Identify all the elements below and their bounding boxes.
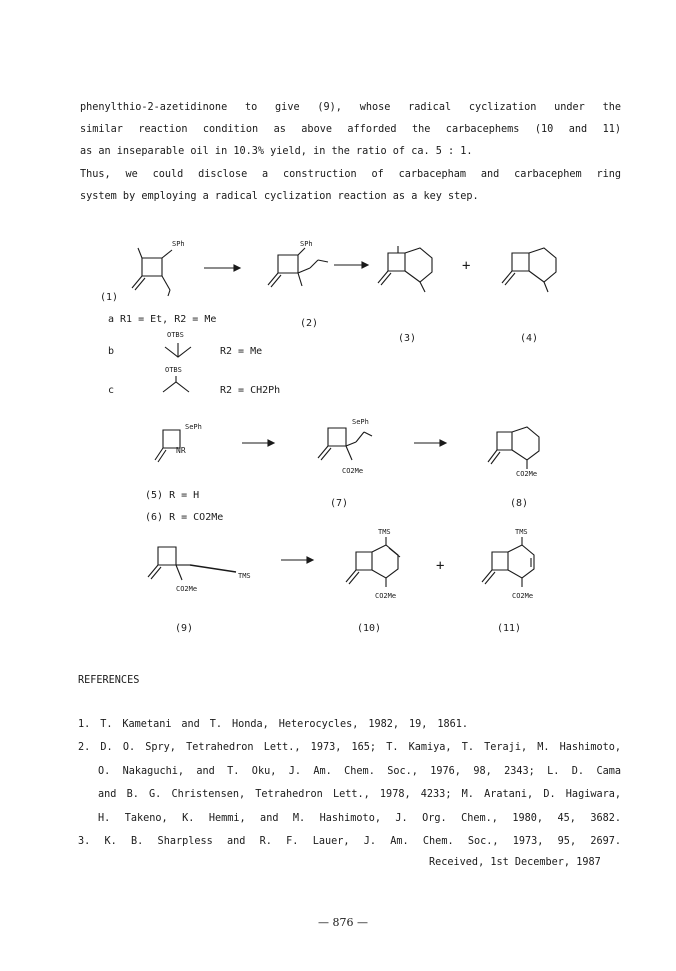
reference-2: 2. D. O. Spry, Tetrahedron Lett., 1973, 165; T. Kamiya, T. Teraji, M. Hashimoto, bbox=[78, 742, 621, 753]
tms-11: TMS bbox=[515, 528, 528, 536]
reference-2-cont-2: and B. G. Christensen, Tetrahedron Lett., 1978, 4233; M. Aratani, D. Hagiwara, bbox=[98, 789, 621, 800]
otbs-b: OTBS bbox=[167, 331, 184, 339]
co2me-9: CO2Me bbox=[176, 585, 198, 593]
line-compound-5: (5) R = H bbox=[145, 490, 200, 501]
structure-1 bbox=[132, 248, 172, 296]
paragraph-line-4: Thus, we could disclose a construction of carbacepham and carbacephem ring bbox=[80, 169, 621, 180]
paragraph-line-1: phenylthio-2-azetidinone to give (9), whose radical cyclization under the bbox=[80, 102, 621, 113]
seph-7: SePh bbox=[352, 418, 369, 426]
label-compound-2: (2) bbox=[300, 318, 319, 329]
co2me-7: CO2Me bbox=[342, 467, 364, 475]
reference-1: 1. T. Kametani and T. Honda, Heterocycles, 1982, 19, 1861. bbox=[78, 719, 468, 730]
line-compound-6: (6) R = CO2Me bbox=[145, 512, 224, 523]
paragraph-line-5: system by employing a radical cyclization reaction as a key step. bbox=[80, 191, 479, 202]
received-date: Received, 1st December, 1987 bbox=[429, 857, 601, 868]
sph-1: SPh bbox=[172, 240, 185, 248]
reference-2-cont-1: O. Nakaguchi, and T. Oku, J. Am. Chem. Soc., 1976, 98, 2343; L. D. Cama bbox=[98, 766, 621, 777]
seph-5: SePh bbox=[185, 423, 202, 431]
substituent-b-r2: R2 = Me bbox=[220, 346, 263, 357]
structure-7 bbox=[318, 428, 372, 460]
label-compound-7: (7) bbox=[330, 498, 349, 509]
tms-9: TMS bbox=[238, 572, 251, 580]
structure-11 bbox=[482, 537, 534, 587]
label-compound-11: (11) bbox=[497, 623, 522, 634]
co2me-11: CO2Me bbox=[512, 592, 534, 600]
label-compound-3: (3) bbox=[398, 333, 417, 344]
structure-10 bbox=[346, 537, 400, 587]
letter-c: c bbox=[108, 385, 115, 396]
label-compound-10: (10) bbox=[357, 623, 382, 634]
paragraph-line-2: similar reaction condition as above afforded the carbacephems (10 and 11) bbox=[80, 124, 621, 135]
nr-group: NR bbox=[176, 446, 186, 455]
references-heading: REFERENCES bbox=[78, 675, 140, 686]
tbs-group-c bbox=[163, 382, 189, 392]
co2me-10: CO2Me bbox=[375, 592, 397, 600]
co2me-8: CO2Me bbox=[516, 470, 538, 478]
structure-3 bbox=[378, 246, 432, 292]
sph-2: SPh bbox=[300, 240, 313, 248]
tms-10: TMS bbox=[378, 528, 391, 536]
label-compound-9: (9) bbox=[175, 623, 194, 634]
label-compound-1: (1) bbox=[100, 292, 119, 303]
reference-2-cont-3: H. Takeno, K. Hemmi, and M. Hashimoto, J. Org. Chem., 1980, 45, 3682. bbox=[98, 813, 621, 824]
structure-4 bbox=[502, 248, 556, 292]
structure-2 bbox=[268, 248, 328, 287]
structure-8 bbox=[488, 427, 539, 469]
page-number: — 876 — bbox=[318, 916, 368, 929]
otbs-c: OTBS bbox=[165, 366, 182, 374]
letter-b: b bbox=[108, 346, 115, 357]
substituent-c-r2: R2 = CH2Ph bbox=[220, 385, 281, 396]
plus-sign-bottom: + bbox=[436, 558, 445, 574]
label-compound-8: (8) bbox=[510, 498, 529, 509]
paragraph-line-3: as an inseparable oil in 10.3% yield, in the ratio of ca. 5 : 1. bbox=[80, 146, 473, 157]
label-compound-4: (4) bbox=[520, 333, 539, 344]
reference-3: 3. K. B. Sharpless and R. F. Lauer, J. Am. Chem. Soc., 1973, 95, 2697. bbox=[78, 836, 621, 847]
structure-9 bbox=[148, 547, 236, 580]
substituent-a: a R1 = Et, R2 = Me bbox=[108, 314, 217, 325]
plus-sign-top: + bbox=[462, 258, 471, 274]
